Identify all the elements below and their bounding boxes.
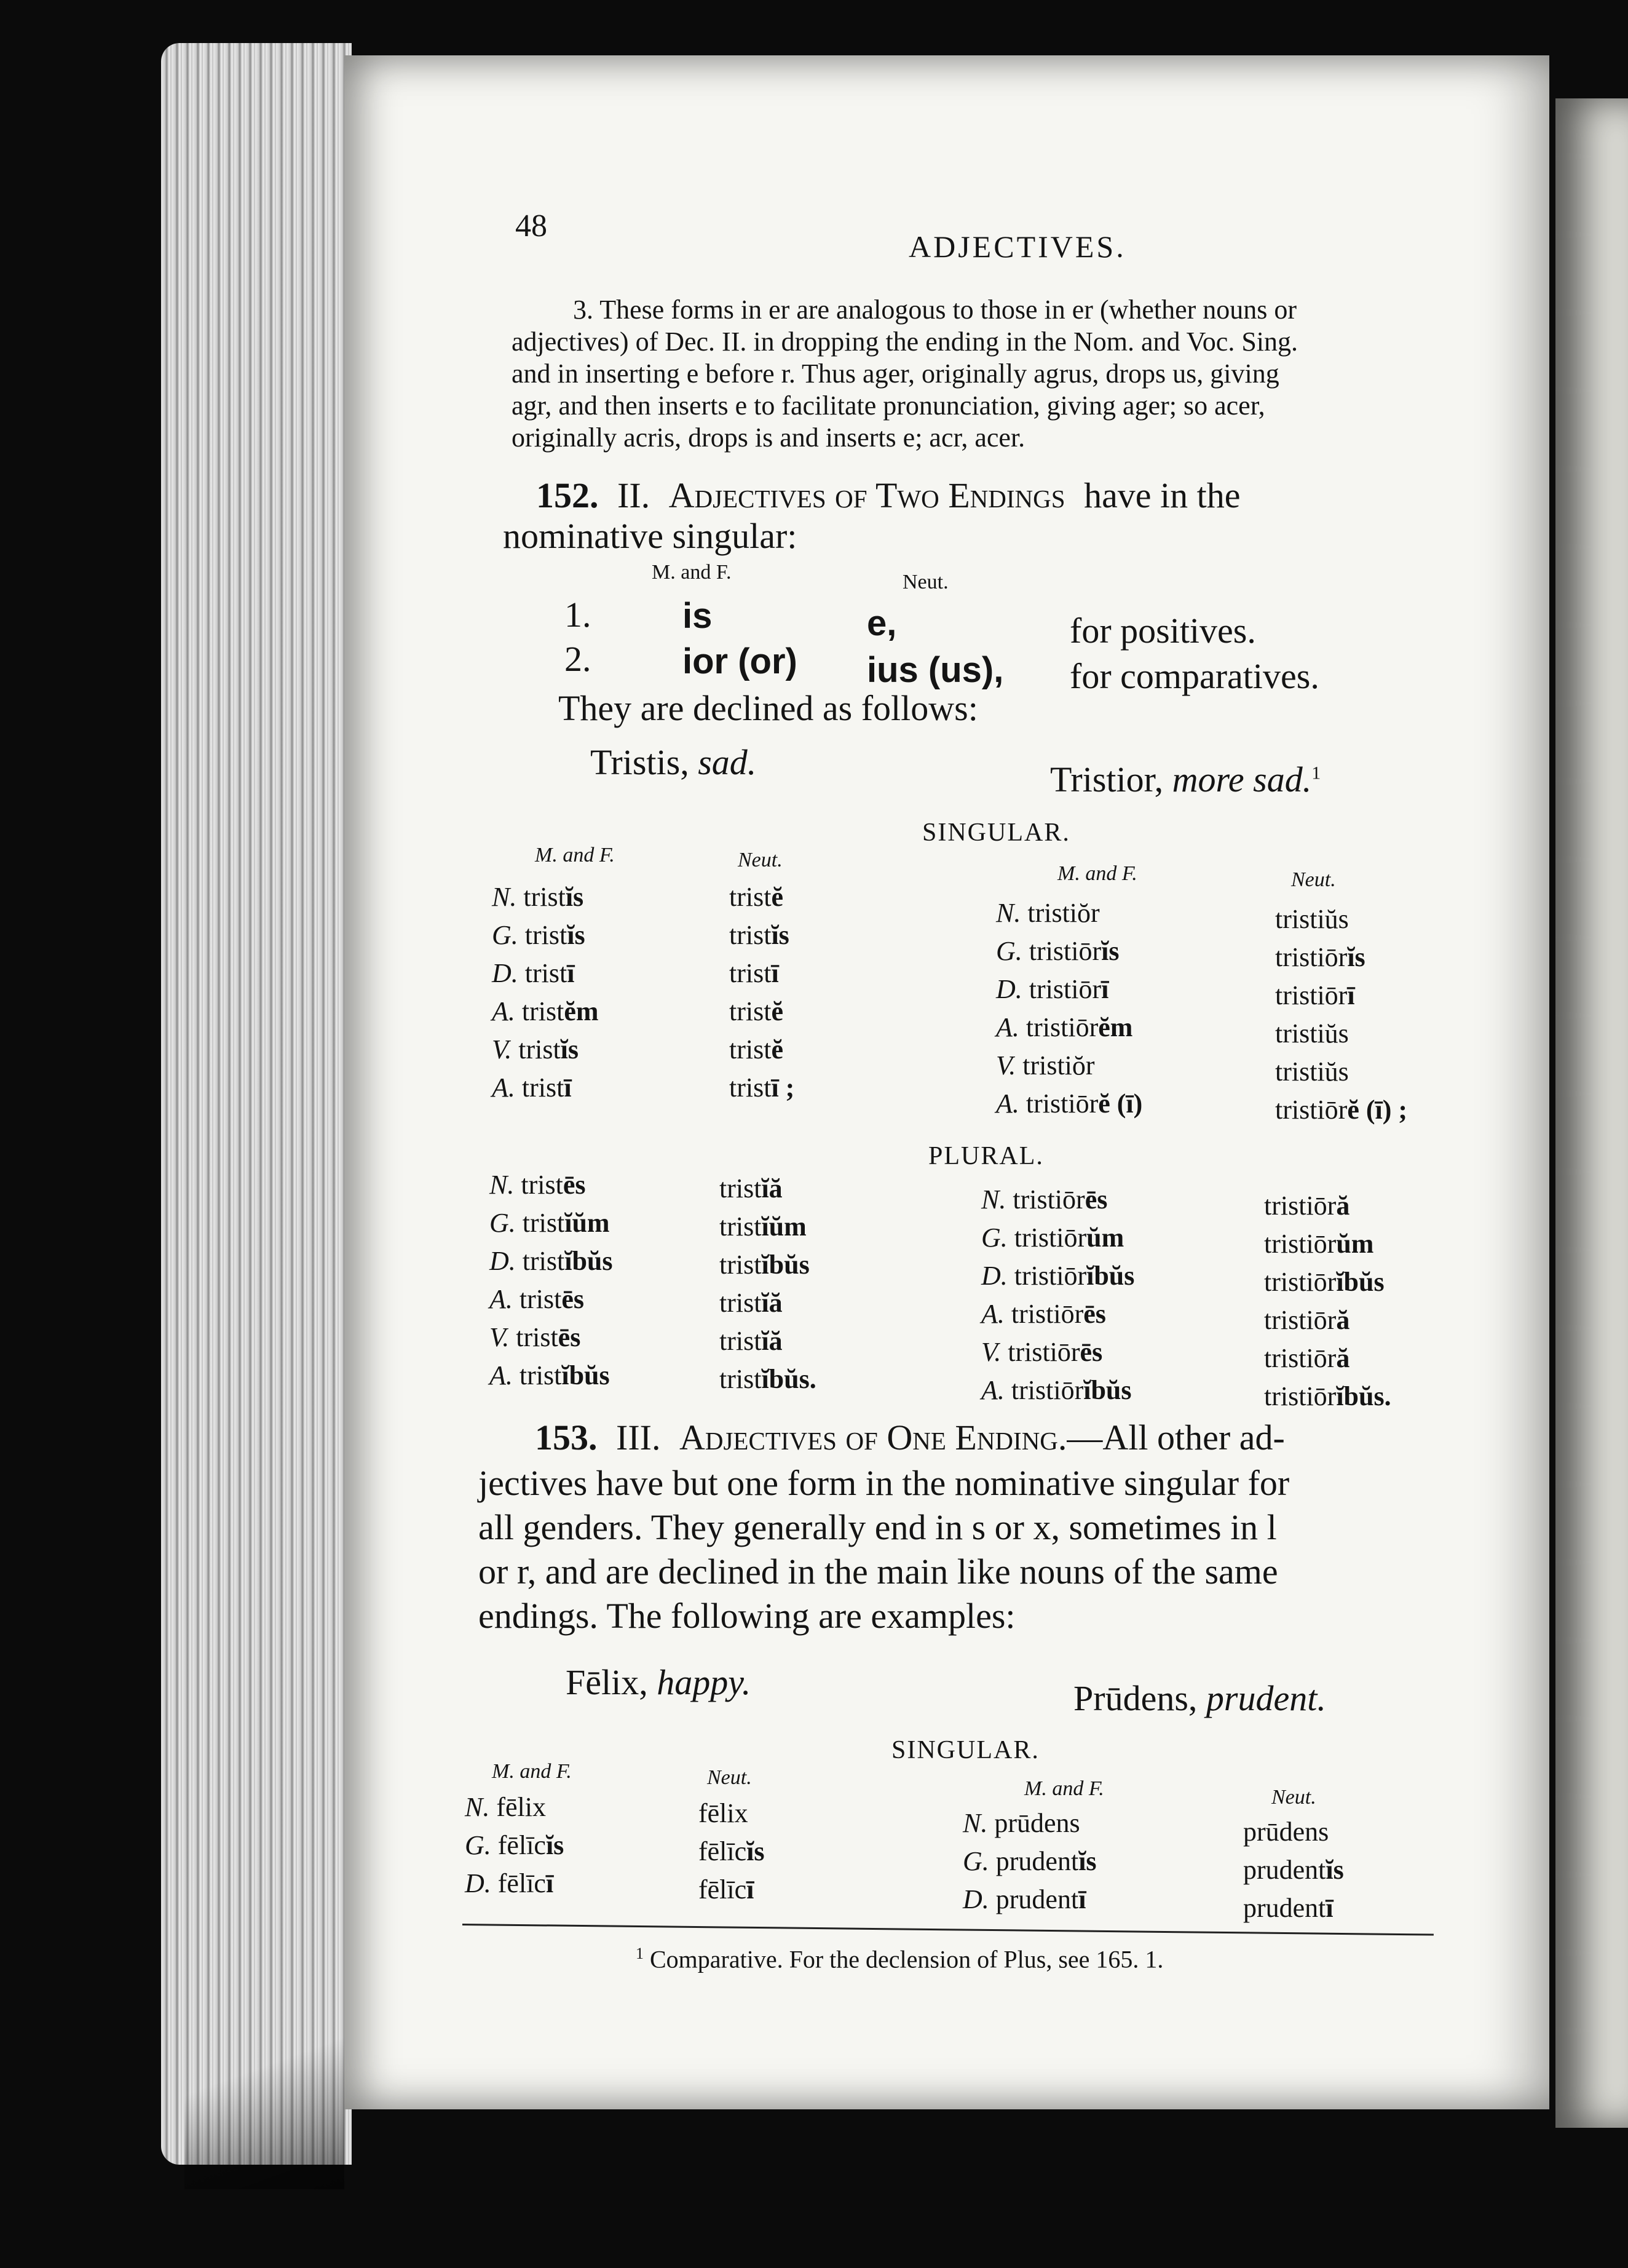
paradigm-row: N. tristiŏr: [996, 898, 1100, 928]
paradigm-row: V. tristiōrēs: [981, 1337, 1103, 1367]
body-line: endings. The following are examples:: [478, 1596, 1016, 1636]
paradigm-cell: tristiŭs: [1275, 1018, 1349, 1049]
endings-mf-value: is: [682, 596, 713, 636]
paradigm-row: A. tristiōrĕ (ī): [996, 1088, 1143, 1119]
paradigm-cell: prudentī: [1243, 1893, 1334, 1923]
prudens-singular-mf: [963, 1804, 1097, 1919]
paradigm-cell: tristiŭs: [1275, 904, 1349, 934]
col-header-neut: Neut.: [707, 1766, 752, 1789]
paradigm-row: V. tristiŏr: [996, 1050, 1095, 1080]
paradigm-cell: tristĭbŭs: [719, 1250, 810, 1280]
paradigm-row: D. tristiōrī: [996, 974, 1109, 1004]
section-heading-rest: —All other ad-: [1067, 1418, 1285, 1457]
paradigm-cell: tristĕ: [729, 882, 783, 912]
paradigm-cell: tristĭă: [719, 1326, 783, 1356]
singular-label: SINGULAR.: [891, 1736, 1040, 1764]
paradigm-cell: tristĭŭm: [719, 1211, 807, 1242]
col-header-mf: M. and F.: [1057, 862, 1137, 885]
tristis-singular-mf: [492, 878, 599, 1107]
facing-page-edge: [1555, 98, 1628, 2128]
section-title: Adjectives of One Ending.: [679, 1418, 1067, 1457]
col-header-neut: Neut.: [1271, 1786, 1316, 1809]
running-head: ADJECTIVES.: [909, 229, 1126, 264]
book-corner-shadow: [184, 2029, 344, 2189]
paradigm-row: G. tristiōrŭm: [981, 1223, 1124, 1253]
col-header-neut: Neut.: [738, 849, 783, 871]
singular-label: SINGULAR.: [922, 819, 1070, 847]
paradigm-row: A. tristī: [492, 1073, 572, 1103]
paradigm-row: N. fēlix: [465, 1792, 546, 1822]
paradigm-row: A. tristiōrĭbŭs: [981, 1375, 1132, 1405]
paradigm-cell: tristiōră: [1264, 1191, 1350, 1221]
paradigm-row: D. tristī: [492, 958, 575, 988]
paradigm-cell: tristī ;: [729, 1073, 795, 1103]
section-152-line2: nominative singular:: [503, 516, 797, 556]
paradigm-cell: tristiōrī: [1275, 980, 1355, 1010]
paradigm-row: A. tristēs: [489, 1284, 584, 1314]
tristior-singular-neut: [1275, 900, 1407, 1129]
endings-neut-value: e,: [867, 603, 897, 643]
paradigm-cell: tristĭbŭs.: [719, 1364, 816, 1394]
paradigm-row: G. fēlīcĭs: [465, 1830, 564, 1860]
endings-neut-value: ius (us),: [867, 650, 1004, 690]
paradigm-row: A. tristiōrēs: [981, 1299, 1106, 1329]
endings-row-number: 2.: [564, 639, 591, 679]
paradigm-row: D. tristiōrĭbŭs: [981, 1261, 1135, 1291]
note-3-line: 3. These forms in er are analogous to those in er (whether nouns or: [573, 295, 1297, 325]
paradigm-cell: fēlīcī: [698, 1874, 754, 1905]
declined-intro: They are declined as follows:: [558, 688, 978, 728]
note-3: [512, 294, 1495, 454]
endings-use: for positives.: [1070, 611, 1256, 651]
paradigm-cell: fēlīcĭs: [698, 1836, 765, 1866]
paradigm-cell: fēlix: [698, 1798, 748, 1828]
section-heading-rest: have in the: [1084, 475, 1241, 515]
example-gloss: prudent.: [1206, 1678, 1326, 1718]
note-3-line: originally acris, drops is and inserts e; acr, acer.: [512, 422, 1025, 453]
page-number: 48: [515, 208, 547, 244]
paradigm-cell: tristiōrĭbŭs: [1264, 1267, 1385, 1297]
paradigm-row: G. prudentĭs: [963, 1846, 1097, 1876]
example-gloss: sad.: [698, 742, 757, 782]
example-tristior: [1050, 759, 1321, 800]
col-header-mf: M. and F.: [1024, 1777, 1104, 1800]
body-line: jectives have but one form in the nominative singular for: [478, 1463, 1290, 1503]
paradigm-row: D. tristĭbŭs: [489, 1246, 613, 1276]
paradigm-cell: prūdens: [1243, 1817, 1329, 1847]
body-line: all genders. They generally end in s or x, sometimes in l: [478, 1507, 1277, 1547]
col-header-mf: M. and F.: [535, 844, 615, 866]
paradigm-cell: prudentĭs: [1243, 1855, 1344, 1885]
paradigm-cell: tristĭs: [729, 920, 789, 950]
example-word: Fēlix,: [566, 1662, 648, 1702]
section-roman: II.: [617, 475, 650, 515]
paradigm-row: G. tristĭs: [492, 920, 585, 950]
note-3-line: and in inserting e before r. Thus ager, originally agrus, drops us, giving: [512, 359, 1279, 389]
paradigm-row: N. tristiōrēs: [981, 1184, 1108, 1215]
paradigm-cell: tristĕ: [729, 996, 783, 1026]
col-header-neut: Neut.: [1291, 868, 1336, 891]
paradigm-row: G. tristiōrĭs: [996, 936, 1120, 966]
section-152-heading: [536, 475, 1241, 516]
paradigm-row: D. fēlīcī: [465, 1868, 554, 1898]
paradigm-cell: tristiōrŭm: [1264, 1229, 1374, 1259]
tristis-singular-neut: [729, 878, 794, 1107]
paradigm-cell: tristiŭs: [1275, 1057, 1349, 1087]
endings-mf-header: M. and F.: [652, 561, 732, 584]
paradigm-row: V. tristĭs: [492, 1034, 579, 1065]
note-3-line: adjectives) of Dec. II. in dropping the ending in the Nom. and Voc. Sing.: [512, 327, 1298, 357]
section-roman: III.: [616, 1418, 661, 1457]
endings-use: for comparatives.: [1070, 656, 1319, 696]
footnote-mark: 1: [636, 1945, 644, 1962]
prudens-singular-neut: [1243, 1813, 1344, 1927]
example-word: Tristis,: [590, 742, 689, 782]
tristis-plural-neut: [719, 1170, 816, 1398]
paradigm-cell: tristĭă: [719, 1173, 783, 1203]
endings-neut-header: Neut.: [903, 571, 949, 593]
plural-label: PLURAL.: [928, 1142, 1044, 1170]
endings-row-number: 1.: [564, 595, 591, 635]
paradigm-row: V. tristēs: [489, 1322, 581, 1352]
paradigm-row: A. tristĕm: [492, 996, 599, 1026]
paradigm-cell: tristiōrĭbŭs.: [1264, 1381, 1391, 1411]
footnote-text: Comparative. For the declension of Plus, see 165. 1.: [650, 1945, 1164, 1973]
tristior-singular-mf: [996, 894, 1142, 1123]
paradigm-row: N. prūdens: [963, 1808, 1080, 1838]
section-153-heading: [535, 1417, 1285, 1458]
section-title: Adjectives of Two Endings: [668, 475, 1065, 515]
example-tristis: [590, 742, 756, 783]
example-word: Prūdens,: [1073, 1678, 1198, 1718]
book-page-edges: [161, 43, 352, 2165]
paradigm-cell: tristiōrĕ (ī) ;: [1275, 1095, 1408, 1125]
body-line: or r, and are declined in the main like nouns of the same: [478, 1552, 1278, 1592]
tristior-plural-mf: [981, 1181, 1134, 1410]
section-number: 153.: [535, 1418, 598, 1457]
paradigm-row: A. tristiōrĕm: [996, 1012, 1133, 1042]
paradigm-cell: tristiōră: [1264, 1343, 1350, 1373]
footnote-ref: 1: [1311, 763, 1321, 783]
example-word: Tristior,: [1050, 759, 1164, 799]
tristior-plural-neut: [1264, 1187, 1391, 1416]
paradigm-cell: tristiōră: [1264, 1305, 1350, 1335]
felix-singular-neut: [698, 1794, 765, 1909]
example-prudens: [1073, 1678, 1326, 1719]
section-153-body: [478, 1461, 1289, 1638]
paradigm-cell: tristĕ: [729, 1034, 783, 1065]
paradigm-cell: tristĭă: [719, 1288, 783, 1318]
col-header-mf: M. and F.: [492, 1760, 572, 1783]
footnote: [636, 1945, 1163, 1973]
paradigm-row: G. tristĭŭm: [489, 1208, 610, 1238]
endings-mf-value: ior (or): [682, 641, 797, 681]
felix-singular-mf: [465, 1788, 564, 1903]
paradigm-cell: tristī: [729, 958, 779, 988]
tristis-plural-mf: [489, 1166, 613, 1395]
paradigm-row: N. tristēs: [489, 1170, 586, 1200]
example-felix: [566, 1662, 751, 1703]
section-number: 152.: [536, 475, 599, 515]
example-gloss: happy.: [657, 1662, 751, 1702]
note-3-line: agr, and then inserts e to facilitate pronunciation, giving ager; so acer,: [512, 391, 1265, 421]
paradigm-row: A. tristĭbŭs: [489, 1360, 610, 1390]
paradigm-row: D. prudentī: [963, 1884, 1086, 1914]
example-gloss: more sad.: [1172, 759, 1312, 799]
paradigm-row: N. tristĭs: [492, 882, 584, 912]
paradigm-cell: tristiōrĭs: [1275, 942, 1365, 972]
